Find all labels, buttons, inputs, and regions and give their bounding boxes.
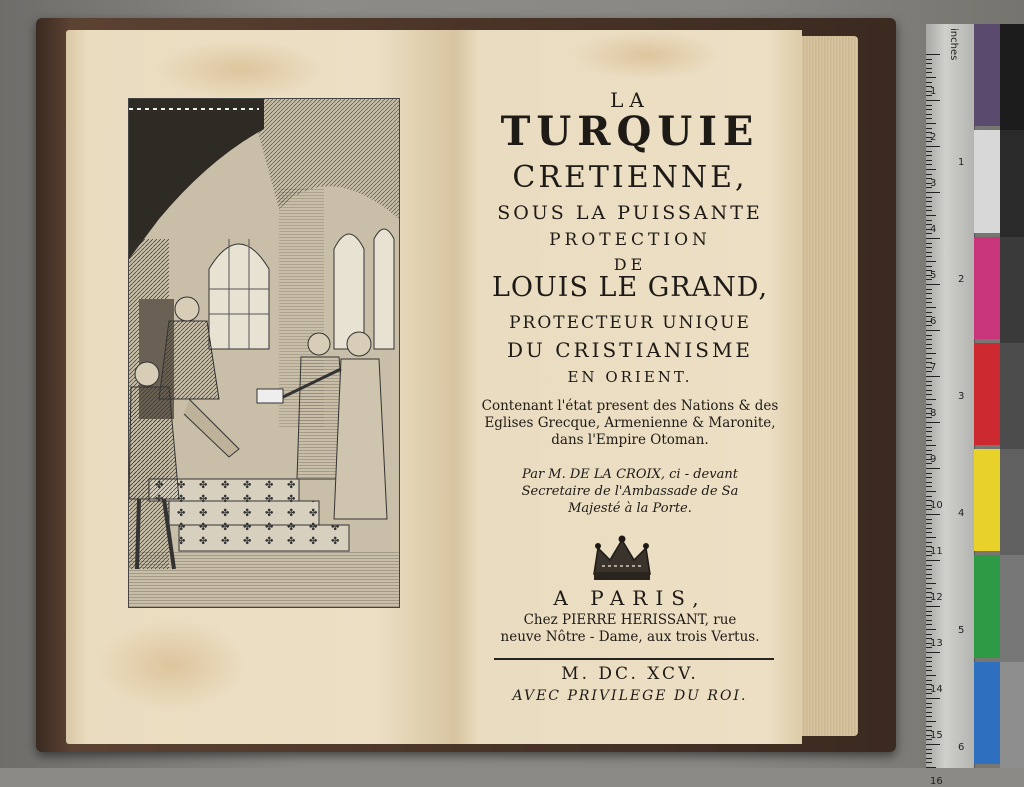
ruler-tick <box>926 634 932 635</box>
ruler-tick <box>926 624 932 625</box>
ruler-tick <box>926 72 932 73</box>
ruler-tick <box>926 496 932 497</box>
ruler-tick <box>926 606 940 607</box>
ruler-tick <box>926 312 932 313</box>
color-swatch <box>974 449 1000 551</box>
contents-line: dans l'Empire Otoman. <box>551 432 709 448</box>
ruler-tick <box>926 537 936 538</box>
ruler-tick <box>926 445 936 446</box>
ruler-tick <box>926 266 932 267</box>
ruler-tick <box>926 376 940 377</box>
title-line: DE <box>613 255 647 274</box>
ruler-inch-label: 5 <box>958 625 965 636</box>
color-swatch <box>974 130 1000 232</box>
title-line: SOUS LA PUISSANTE <box>497 202 763 224</box>
ruler-tick <box>926 440 932 441</box>
ruler-cm-label: 2 <box>930 132 937 143</box>
ruler-tick <box>926 578 932 579</box>
ruler-tick <box>926 762 932 763</box>
ruler-inch-label: 3 <box>958 391 965 402</box>
ruler-tick <box>926 123 936 124</box>
ruler-tick <box>926 666 932 667</box>
ruler-tick <box>926 164 932 165</box>
ruler-cm-label: 4 <box>930 224 937 235</box>
title-main: TURQUIE <box>500 108 760 155</box>
ruler-cm-label: 6 <box>930 316 937 327</box>
title-line: PROTECTION <box>549 230 711 250</box>
ruler-cm-label: 7 <box>930 362 937 373</box>
stain <box>96 620 246 710</box>
ruler-inch-label: 2 <box>958 274 965 285</box>
ruler-tick <box>926 54 940 55</box>
ruler-tick <box>926 565 932 566</box>
ruler-inch-label: 4 <box>958 508 965 519</box>
ruler-tick <box>926 114 932 115</box>
ruler-tick <box>926 151 932 152</box>
ruler-cm-label: 1 <box>930 86 937 97</box>
title-line: PROTECTEUR UNIQUE <box>509 313 751 333</box>
color-scale-ruler <box>926 24 1024 787</box>
divider <box>494 658 774 660</box>
frontispiece-engraving <box>128 98 400 608</box>
ruler-tick <box>926 215 936 216</box>
engraving-illustration-icon <box>129 99 399 607</box>
contents-line: Eglises Grecque, Armenienne & Maronite, <box>484 415 776 431</box>
ruler-tick <box>926 744 940 745</box>
gray-swatch <box>1000 24 1024 130</box>
ruler-tick <box>926 160 932 161</box>
ruler-tick <box>926 422 940 423</box>
ruler-cm-label: 16 <box>930 776 943 787</box>
ruler-tick <box>926 680 932 681</box>
publisher-line: neuve Nôtre - Dame, aux trois Vertus. <box>500 629 760 645</box>
ruler-cm-label: 9 <box>930 454 937 465</box>
ruler-tick <box>926 726 932 727</box>
ruler-cm-label: 8 <box>930 408 937 419</box>
ruler-tick <box>926 698 940 699</box>
ruler-tick <box>926 68 932 69</box>
ruler-tick <box>926 390 932 391</box>
imprint-date: M. DC. XCV. <box>561 664 699 684</box>
ruler-tick <box>926 436 932 437</box>
ruler-tick <box>926 583 936 584</box>
color-swatch <box>974 343 1000 445</box>
page-edges <box>798 36 858 736</box>
author-line: Par M. DE LA CROIX, ci - devant <box>522 467 738 482</box>
ruler-tick <box>926 514 940 515</box>
ruler-tick <box>926 611 932 612</box>
ruler-tick <box>926 220 932 221</box>
ruler-tick <box>926 335 932 336</box>
title-line: DU CRISTIANISME <box>506 338 754 362</box>
ruler-tick <box>926 82 932 83</box>
publisher-line: Chez PIERRE HERISSANT, rue <box>523 612 737 628</box>
ruler-cm-label: 14 <box>930 684 943 695</box>
ruler-tick <box>926 427 932 428</box>
ruler-cm-label: 3 <box>930 178 937 189</box>
ruler-tick <box>926 155 932 156</box>
ruler-tick <box>926 169 936 170</box>
ruler-tick <box>926 307 936 308</box>
ruler-tick <box>926 109 932 110</box>
ruler-tick <box>926 675 936 676</box>
gray-swatch <box>1000 237 1024 343</box>
ruler-tick <box>926 574 932 575</box>
crown-icon <box>590 534 654 582</box>
ruler-tick <box>926 588 932 589</box>
ruler-cm-label: 5 <box>930 270 937 281</box>
ruler-tick <box>926 528 932 529</box>
ruler-tick <box>926 77 936 78</box>
stain <box>156 40 326 100</box>
ruler-tick <box>926 670 932 671</box>
ruler-tick <box>926 256 932 257</box>
ruler-tick <box>926 716 932 717</box>
author-line: Majesté à la Porte. <box>568 501 692 516</box>
ruler-tick <box>926 482 932 483</box>
ruler-tick <box>926 758 932 759</box>
ruler-tick <box>926 105 932 106</box>
ruler-tick <box>926 59 932 60</box>
ruler-tick <box>926 344 932 345</box>
ruler-tick <box>926 330 940 331</box>
stain <box>572 30 722 80</box>
ruler-tick <box>926 210 932 211</box>
ruler-inch-label: 1 <box>958 157 965 168</box>
ruler-tick <box>926 532 932 533</box>
ruler-tick <box>926 128 932 129</box>
color-swatch <box>974 237 1000 339</box>
ruler-cm-label: 10 <box>930 500 943 511</box>
ruler-tick <box>926 353 936 354</box>
ruler-tick <box>926 404 932 405</box>
ruler-cm-label: 15 <box>930 730 943 741</box>
ruler-tick <box>926 192 940 193</box>
ruler-tick <box>926 569 932 570</box>
ruler-tick <box>926 197 932 198</box>
ruler-inch-label: 6 <box>958 742 965 753</box>
ruler-tick <box>926 201 932 202</box>
ruler-tick <box>926 261 936 262</box>
privilege-line: AVEC PRIVILEGE DU ROI. <box>512 688 748 704</box>
ruler-cm-label: 12 <box>930 592 943 603</box>
ruler-tick <box>926 289 932 290</box>
gray-swatch <box>1000 449 1024 555</box>
color-swatch <box>974 662 1000 764</box>
ruler-tick <box>926 703 932 704</box>
ruler-tick <box>926 473 932 474</box>
ruler-tick <box>926 657 932 658</box>
ruler-tick <box>926 348 932 349</box>
color-swatch <box>974 555 1000 657</box>
ruler-tick <box>926 385 932 386</box>
ruler-tick <box>926 468 940 469</box>
ruler-tick <box>926 431 932 432</box>
unit-label: inches <box>948 28 959 61</box>
ruler-tick <box>926 339 932 340</box>
ruler-tick <box>926 519 932 520</box>
imprint-city: A PARIS, <box>553 586 707 610</box>
ruler-tick <box>926 486 932 487</box>
ruler-tick <box>926 615 932 616</box>
ruler-tick <box>926 206 932 207</box>
gray-swatch <box>1000 555 1024 661</box>
title-line: CRETIENNE, <box>512 160 748 195</box>
ruler-tick <box>926 247 932 248</box>
ruler-tick <box>926 252 932 253</box>
contents-line: Contenant l'état present des Nations & des <box>481 398 779 414</box>
ruler-tick <box>926 652 940 653</box>
ruler-tick <box>926 63 932 64</box>
contents-description <box>470 398 790 449</box>
author-line: Secretaire de l'Ambassade de Sa <box>521 484 739 499</box>
ruler-tick <box>926 238 940 239</box>
ruler-cm-label: 11 <box>930 546 943 557</box>
gray-swatch <box>1000 343 1024 449</box>
title-line: EN ORIENT. <box>567 368 693 386</box>
ruler-tick <box>926 358 932 359</box>
title-line: LOUIS LE GRAND, <box>491 272 769 303</box>
ruler-tick <box>926 243 932 244</box>
gray-swatch <box>1000 130 1024 236</box>
ruler-tick <box>926 450 932 451</box>
ruler-tick <box>926 394 932 395</box>
ruler-tick <box>926 707 932 708</box>
gray-swatch <box>1000 662 1024 768</box>
ruler-tick <box>926 174 932 175</box>
ruler-tick <box>926 399 936 400</box>
ruler-tick <box>926 298 932 299</box>
ruler-tick <box>926 146 940 147</box>
ruler-tick <box>926 661 932 662</box>
ruler-tick <box>926 749 932 750</box>
ruler-tick <box>926 712 932 713</box>
ruler-tick <box>926 491 936 492</box>
ruler-tick <box>926 381 932 382</box>
author-credit <box>470 466 790 517</box>
ruler-tick <box>926 284 940 285</box>
ruler-tick <box>926 523 932 524</box>
ruler-tick <box>926 542 932 543</box>
ruler-tick <box>926 629 936 630</box>
ruler-tick <box>926 118 932 119</box>
title-line: LA <box>610 88 650 112</box>
ruler-tick <box>926 302 932 303</box>
ruler-tick <box>926 620 932 621</box>
ruler-tick <box>926 293 932 294</box>
imprint-publisher <box>470 612 790 646</box>
ruler-tick <box>926 560 940 561</box>
ruler-cm-label: 13 <box>930 638 943 649</box>
color-swatch <box>974 24 1000 126</box>
ruler-tick <box>926 477 932 478</box>
ruler-tick <box>926 753 932 754</box>
ruler-tick <box>926 100 940 101</box>
ruler-tick <box>926 721 936 722</box>
measuring-scale <box>926 24 975 787</box>
